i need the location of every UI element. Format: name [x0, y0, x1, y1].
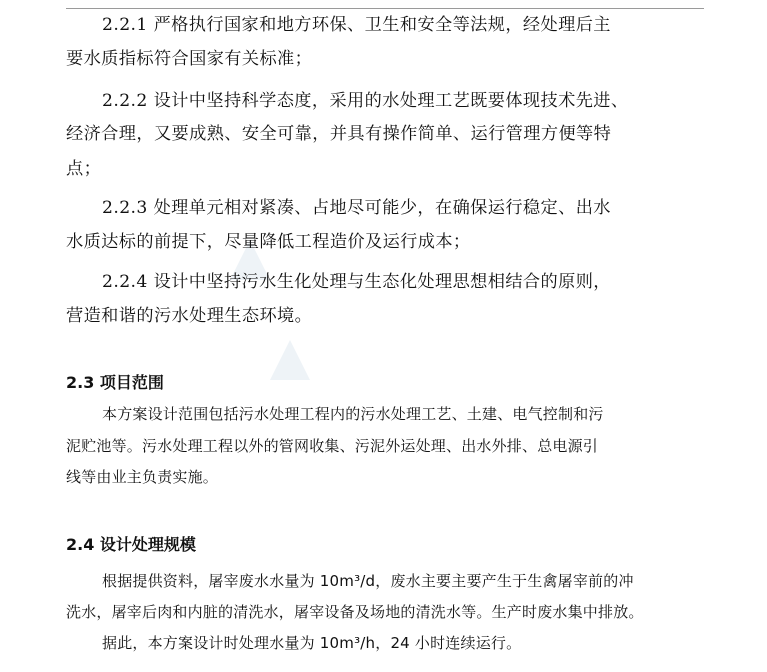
item-2-2-3-line2: 水质达标的前提下，尽量降低工程造价及运行成本；	[66, 232, 471, 252]
section-2-4-p1-line2: 洗水，屠宰后肉和内脏的清洗水，屠宰设备及场地的清洗水等。生产时废水集中排放。	[66, 603, 644, 621]
section-2-3-line3: 线等由业主负责实施。	[66, 468, 219, 486]
section-2-4-p2-line1: 据此，本方案设计时处理水量为 10m³/h，24 小时连续运行。	[102, 634, 522, 652]
item-2-2-2-line3: 点；	[66, 159, 102, 179]
header-rule	[66, 8, 704, 9]
item-2-2-4-line1: 2.2.4 设计中坚持污水生化处理与生态化处理思想相结合的原则，	[102, 272, 611, 292]
section-2-3-heading: 2.3 项目范围	[66, 373, 164, 392]
item-2-2-2-line2: 经济合理，又要成熟、安全可靠，并具有操作简单、运行管理方便等特	[66, 124, 612, 144]
item-2-2-3-line1: 2.2.3 处理单元相对紧凑、占地尽可能少，在确保运行稳定、出水	[102, 198, 611, 218]
section-2-4-heading: 2.4 设计处理规模	[66, 535, 196, 554]
item-2-2-1-line1: 2.2.1 严格执行国家和地方环保、卫生和安全等法规，经处理后主	[102, 15, 611, 35]
item-2-2-2-line1: 2.2.2 设计中坚持科学态度，采用的水处理工艺既要体现技术先进、	[102, 91, 629, 111]
section-2-4-p1-line1: 根据提供资料，屠宰废水水量为 10m³/d，废水主要主要产生于生禽屠宰前的冲	[102, 572, 634, 590]
section-2-3-line1: 本方案设计范围包括污水处理工程内的污水处理工艺、土建、电气控制和污	[102, 405, 604, 423]
item-2-2-1-line2: 要水质指标符合国家有关标准；	[66, 49, 313, 69]
section-2-3-line2: 泥贮池等。污水处理工程以外的管网收集、污泥外运处理、出水外排、总电源引	[66, 437, 599, 455]
item-2-2-4-line2: 营造和谐的污水处理生态环境。	[66, 306, 313, 326]
